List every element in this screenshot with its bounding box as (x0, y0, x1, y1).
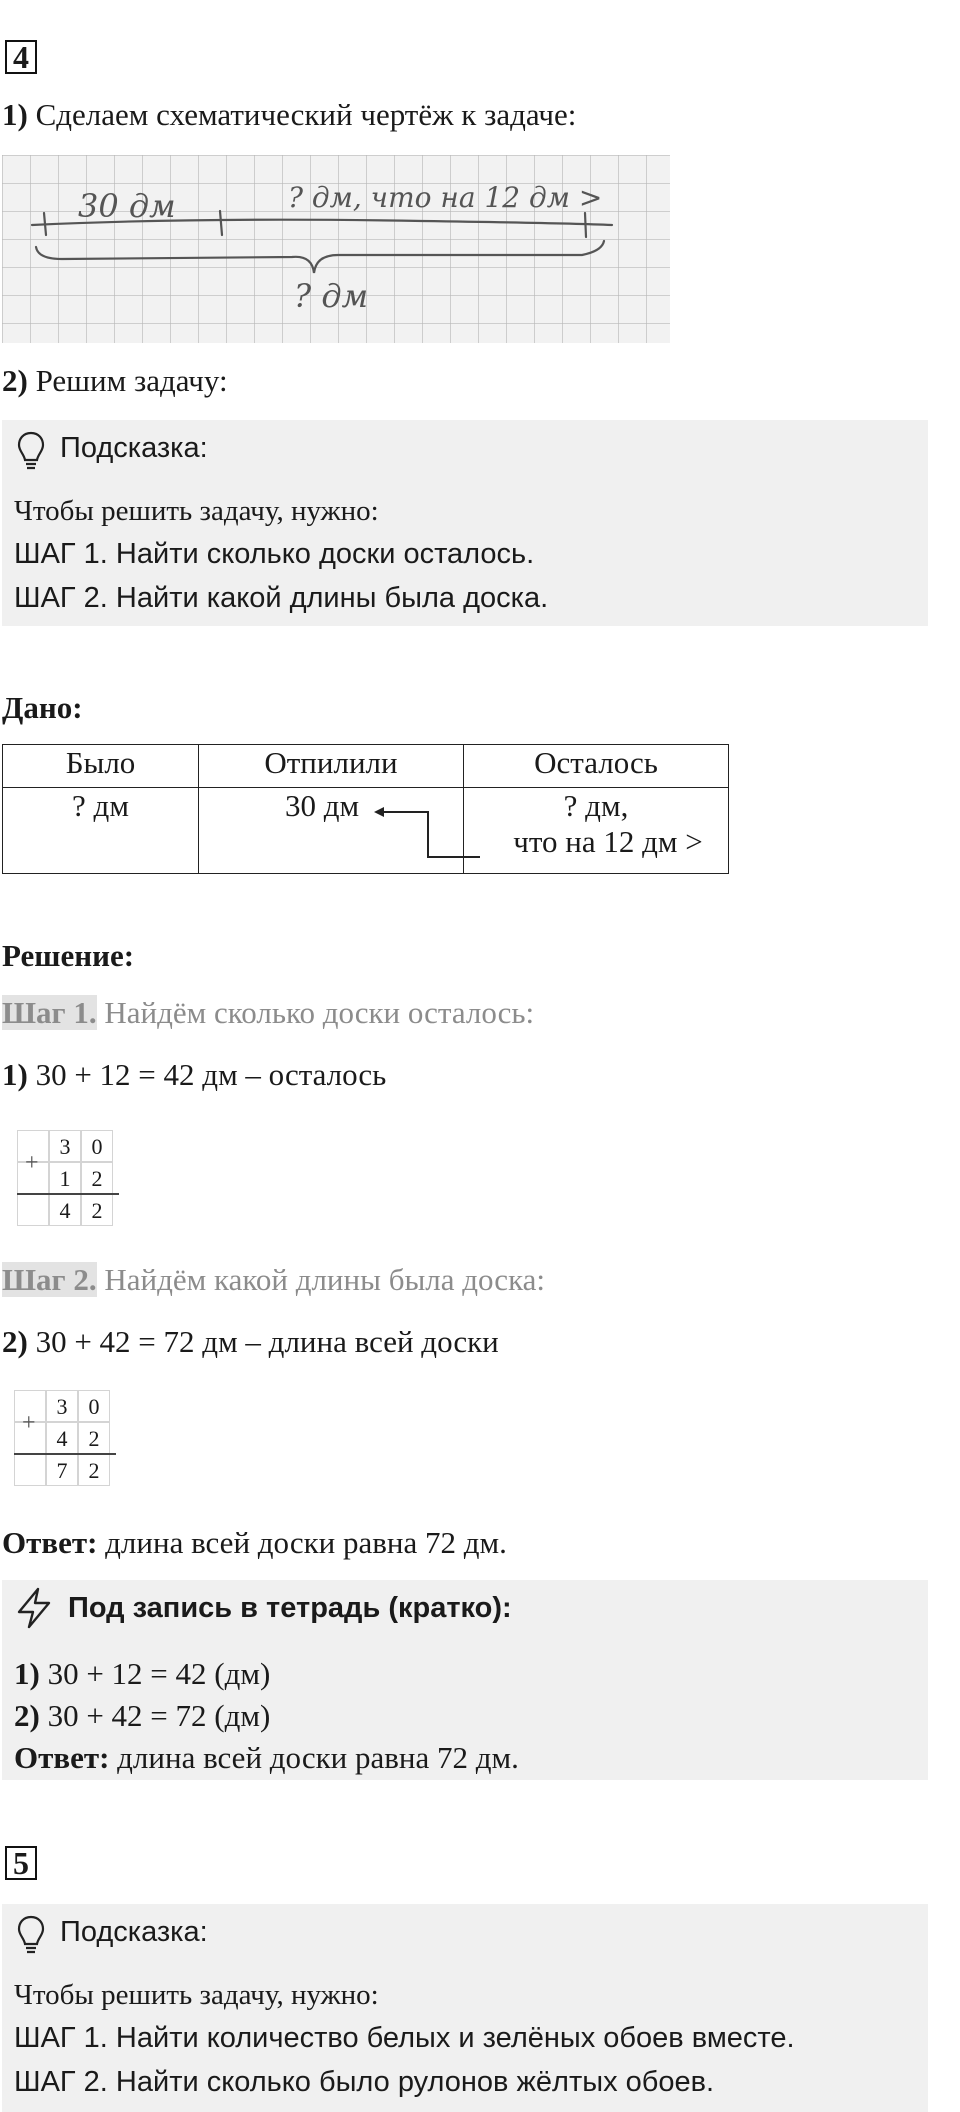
hint-step-text: Найти сколько было рулонов жёлтых обоев. (107, 2066, 715, 2098)
solution-step-2 (2, 1262, 545, 1298)
notebook-box (2, 1580, 928, 1780)
digit: 2 (78, 1454, 110, 1486)
hint-intro: Чтобы решить задачу, нужно: (14, 495, 379, 527)
answer-label: Ответ: (2, 1525, 98, 1560)
lightbulb-icon (16, 430, 46, 472)
notebook-line-2 (14, 1698, 270, 1734)
plus-sign: + (25, 1150, 39, 1176)
table-header: Было (3, 745, 199, 788)
equation-text: 30 + 42 = 72 дм – длина всей доски (27, 1324, 499, 1359)
table-cell-line: ? дм, (563, 788, 629, 823)
paragraph-sketch (2, 97, 576, 133)
digit: 3 (49, 1130, 81, 1162)
task-number-4: 4 (5, 40, 37, 74)
sum-line (17, 1193, 119, 1195)
digit: 0 (81, 1130, 113, 1162)
hint-step-2 (14, 582, 548, 615)
table-header: Отпилили (199, 745, 464, 788)
digit: 0 (78, 1390, 110, 1422)
hint-title: Подсказка: (60, 1916, 208, 1948)
lightbulb-icon (16, 1914, 46, 1956)
step-tag: Шаг 1. (2, 995, 97, 1030)
paragraph-text: Решим задачу: (27, 363, 228, 398)
digit: 4 (49, 1194, 81, 1226)
sketch-label-total: ? дм (294, 277, 369, 315)
sketch-image (2, 155, 670, 343)
hint-title: Подсказка: (60, 432, 208, 464)
table-row (3, 788, 729, 874)
table-header: Осталось (464, 745, 729, 788)
table-cell: ? дм (3, 788, 199, 874)
sketch-tick-right (585, 213, 586, 237)
digit: 7 (46, 1454, 78, 1486)
table-cell: 30 дм (199, 788, 464, 874)
notebook-answer (14, 1740, 519, 1776)
equation-text: 30 + 12 = 42 дм – осталось (27, 1057, 387, 1092)
lightning-icon (14, 1586, 54, 1630)
notebook-answer-text: длина всей доски равна 72 дм. (109, 1740, 519, 1775)
digit: 4 (46, 1422, 78, 1454)
table-cell-remaining (464, 788, 729, 874)
hint-intro: Чтобы решить задачу, нужно: (14, 1979, 379, 2011)
hint-step-tag: ШАГ 1. (14, 2022, 108, 2054)
step-tag: Шаг 2. (2, 1262, 97, 1297)
column-addition-2 (14, 1390, 118, 1490)
digit: 1 (49, 1162, 81, 1194)
step-text: Найдём какой длины была доска: (96, 1262, 546, 1297)
hint-step-tag: ШАГ 2. (14, 2066, 108, 2098)
paragraph-text: Сделаем схематический чертёж к задаче: (27, 97, 577, 132)
given-table (2, 744, 729, 874)
notebook-answer-label: Ответ: (14, 1740, 110, 1775)
notebook-title: Под запись в тетрадь (кратко): (68, 1592, 512, 1624)
digit: 2 (78, 1422, 110, 1454)
paragraph-prefix: 2) (2, 363, 28, 398)
digit: 2 (81, 1194, 113, 1226)
relation-arrow (372, 796, 492, 866)
digit: 3 (46, 1390, 78, 1422)
sum-line (14, 1453, 116, 1455)
digit: 2 (81, 1162, 113, 1194)
table-cell-line: что на 12 дм > (513, 824, 703, 859)
answer-text: длина всей доски равна 72 дм. (97, 1525, 507, 1560)
notebook-line-text: 30 + 12 = 42 (дм) (39, 1656, 271, 1691)
hint-step-text: Найти сколько доски осталось. (107, 538, 535, 570)
solution-step-1 (2, 995, 534, 1031)
notebook-line-text: 30 + 42 = 72 (дм) (39, 1698, 271, 1733)
table-header-row (3, 745, 729, 788)
answer-line (2, 1525, 507, 1561)
notebook-line-1 (14, 1656, 270, 1692)
task-number-5: 5 (5, 1846, 37, 1880)
equation-2 (2, 1324, 499, 1360)
paragraph-solve (2, 363, 228, 399)
hint-step-2 (14, 2066, 714, 2099)
solution-label: Решение: (2, 938, 135, 973)
equation-1 (2, 1057, 386, 1093)
hint-box (2, 420, 928, 626)
hint-step-tag: ШАГ 1. (14, 538, 108, 570)
notebook-line-prefix: 1) (14, 1656, 40, 1691)
hint-step-tag: ШАГ 2. (14, 582, 108, 614)
sketch-label-30: 30 дм (78, 187, 176, 225)
hint-step-text: Найти какой длины была доска. (107, 582, 549, 614)
given-label: Дано: (2, 690, 83, 725)
sketch-label-question: ? дм, что на 12 дм > (288, 181, 603, 214)
paragraph-prefix: 1) (2, 97, 28, 132)
equation-prefix: 2) (2, 1324, 28, 1359)
hint-step-1 (14, 2022, 795, 2055)
hint-step-text: Найти количество белых и зелёных обоев вместе. (107, 2022, 795, 2054)
equation-prefix: 1) (2, 1057, 28, 1092)
hint-step-1 (14, 538, 534, 571)
notebook-line-prefix: 2) (14, 1698, 40, 1733)
plus-sign: + (22, 1410, 36, 1436)
step-text: Найдём сколько доски осталось: (96, 995, 535, 1030)
hint-box (2, 1904, 928, 2112)
column-addition-1 (17, 1130, 121, 1230)
